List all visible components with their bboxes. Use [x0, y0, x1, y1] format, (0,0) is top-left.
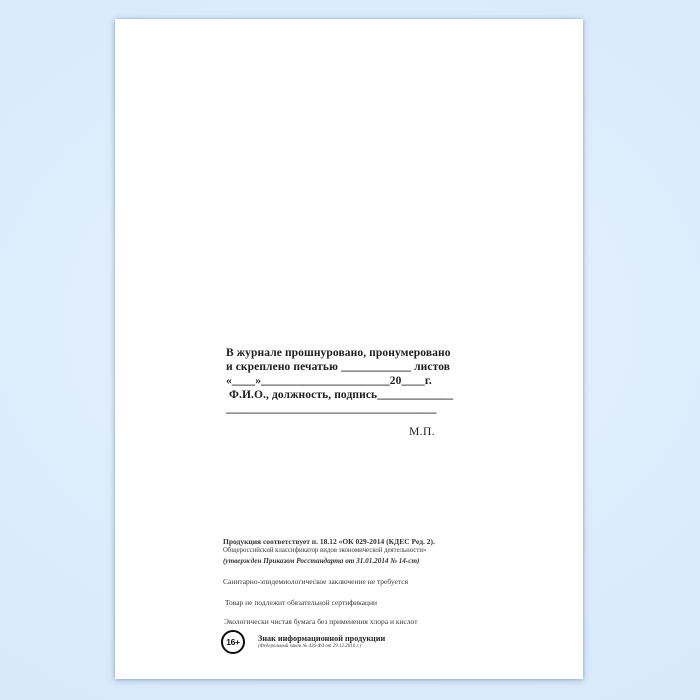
sanitary-note: Санитарно-эпидемиологическое заключение не требуется	[223, 577, 409, 586]
stamp-line-2: и скреплено печатью ____________ листов	[226, 361, 451, 373]
age-rating-16-icon: 16+	[221, 630, 245, 654]
certification-note: Товар не подлежит обязательной сертификации	[225, 598, 377, 607]
age-mark-title: Знак информационной продукции	[258, 634, 386, 643]
seal-place-label: М.П.	[409, 426, 435, 438]
stamp-line-5: ____________________________________	[226, 403, 437, 415]
compliance-product-line-3: (утвержден Приказом Росстандарта от 31.01.2014 № 14-ст)	[223, 557, 420, 565]
stamp-line-4: Ф.И.О., должность, подпись_____________	[229, 389, 454, 401]
ecology-note: Экологически чистая бумага без применения хлора и кислот	[224, 617, 418, 626]
stamp-line-3: «____»______________________20____г.	[226, 375, 432, 387]
stamp-line-1: В журнале прошнуровано, пронумеровано	[226, 347, 451, 359]
compliance-product-line-2: Общероссийский классификатор видов экономической деятельности»	[223, 547, 427, 554]
lacing-stamp-block	[226, 346, 454, 439]
age-mark-law-note: (Федеральный закон № 436-ФЗ от 29.12.2010 г.)	[258, 644, 362, 649]
journal-back-page	[115, 19, 583, 679]
compliance-product-line-1: Продукция соответствует п. 18.12 «ОК 029-2014 (КДЕС Ред. 2).	[223, 537, 435, 546]
